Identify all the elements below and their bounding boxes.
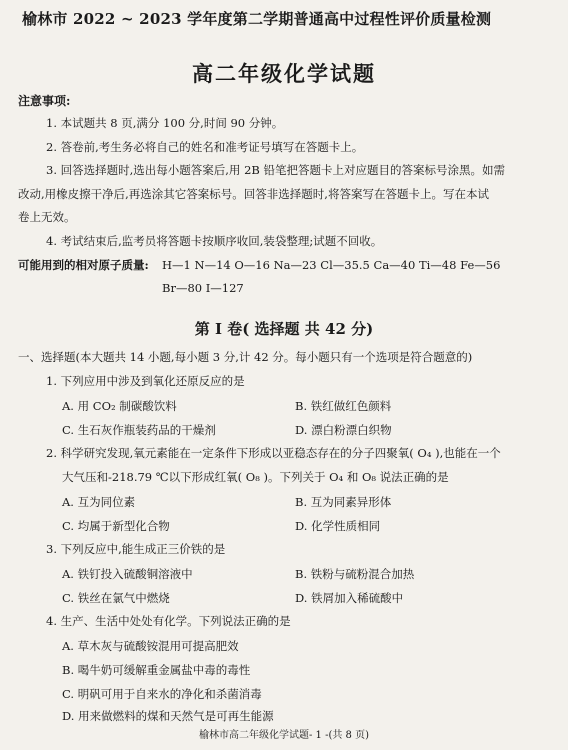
question-3-option-b: B. 铁粉与硫粉混合加热 — [295, 567, 415, 581]
question-2-option-a: A. 互为同位素 — [62, 495, 136, 509]
question-2-stem-cont: 大气压和-218.79 ℃以下形成红氧( O₈ )。下列关于 O₄ 和 O₈ 说法正确的是 — [62, 470, 449, 484]
exam-header: 榆林市 2022 ~ 2023 学年度第二学期普通高中过程性评价质量检测 — [22, 10, 492, 28]
notice-item-3-cont2: 卷上无效。 — [18, 210, 76, 224]
atomic-mass-line-1: H—1 N—14 O—16 Na—23 Cl—35.5 Ca—40 Ti—48 Fe—56 — [162, 258, 501, 272]
question-4-option-d: D. 用来做燃料的煤和天然气是可再生能源 — [62, 709, 274, 723]
question-2-stem: 2. 科学研究发现,氧元素能在一定条件下形成以亚稳态存在的分子四聚氧( O₄ ),也能在一个 — [46, 446, 501, 460]
notice-item-3-cont: 改动,用橡皮擦干净后,再选涂其它答案标号。回答非选择题时,将答案写在答题卡上。写在本试 — [18, 187, 489, 201]
question-2-option-b: B. 互为同素异形体 — [295, 495, 392, 509]
page-footer: 榆林市高二年级化学试题- 1 -(共 8 页) — [199, 730, 369, 741]
question-4-stem: 4. 生产、生活中处处有化学。下列说法正确的是 — [46, 614, 291, 628]
question-2-option-c: C. 均属于新型化合物 — [62, 519, 170, 533]
question-1-option-b: B. 铁红做红色颜料 — [295, 399, 392, 413]
question-2-option-d: D. 化学性质相同 — [295, 519, 381, 533]
question-3-option-a: A. 铁钉投入硫酸铜溶液中 — [62, 567, 193, 581]
atomic-mass-label: 可能用到的相对原子质量: — [18, 258, 149, 272]
question-1-option-a: A. 用 CO₂ 制碳酸饮料 — [62, 399, 177, 413]
question-4-option-c: C. 明矾可用于自来水的净化和杀菌消毒 — [62, 687, 262, 701]
notice-item-1: 1. 本试题共 8 页,满分 100 分,时间 90 分钟。 — [46, 116, 284, 130]
atomic-mass-line-2: Br—80 I—127 — [162, 281, 244, 295]
section-instruction: 一、选择题(本大题共 14 小题,每小题 3 分,计 42 分。每小题只有一个选项是符合题意的) — [18, 350, 473, 364]
notice-item-4: 4. 考试结束后,监考员将答题卡按顺序收回,装袋整理;试题不回收。 — [46, 234, 383, 248]
question-1-stem: 1. 下列应用中涉及到氧化还原反应的是 — [46, 374, 245, 388]
question-3-option-d: D. 铁屑加入稀硫酸中 — [295, 591, 404, 605]
question-4-option-a: A. 草木灰与硫酸铵混用可提高肥效 — [62, 639, 239, 653]
question-3-stem: 3. 下列反应中,能生成正三价铁的是 — [46, 542, 226, 556]
page-title: 高二年级化学试题 — [192, 61, 376, 86]
question-4-option-b: B. 喝牛奶可缓解重金属盐中毒的毒性 — [62, 663, 251, 677]
question-1-option-c: C. 生石灰作瓶装药品的干燥剂 — [62, 423, 216, 437]
question-1-option-d: D. 漂白粉漂白织物 — [295, 423, 392, 437]
notice-heading: 注意事项: — [18, 94, 71, 108]
notice-item-3: 3. 回答选择题时,选出每小题答案后,用 2B 铅笔把答题卡上对应题目的答案标号涂黑。如需 — [46, 163, 506, 177]
question-3-option-c: C. 铁丝在氯气中燃烧 — [62, 591, 170, 605]
notice-item-2: 2. 答卷前,考生务必将自己的姓名和准考证号填写在答题卡上。 — [46, 140, 364, 154]
section-title: 第 I 卷( 选择题 共 42 分) — [194, 320, 374, 338]
